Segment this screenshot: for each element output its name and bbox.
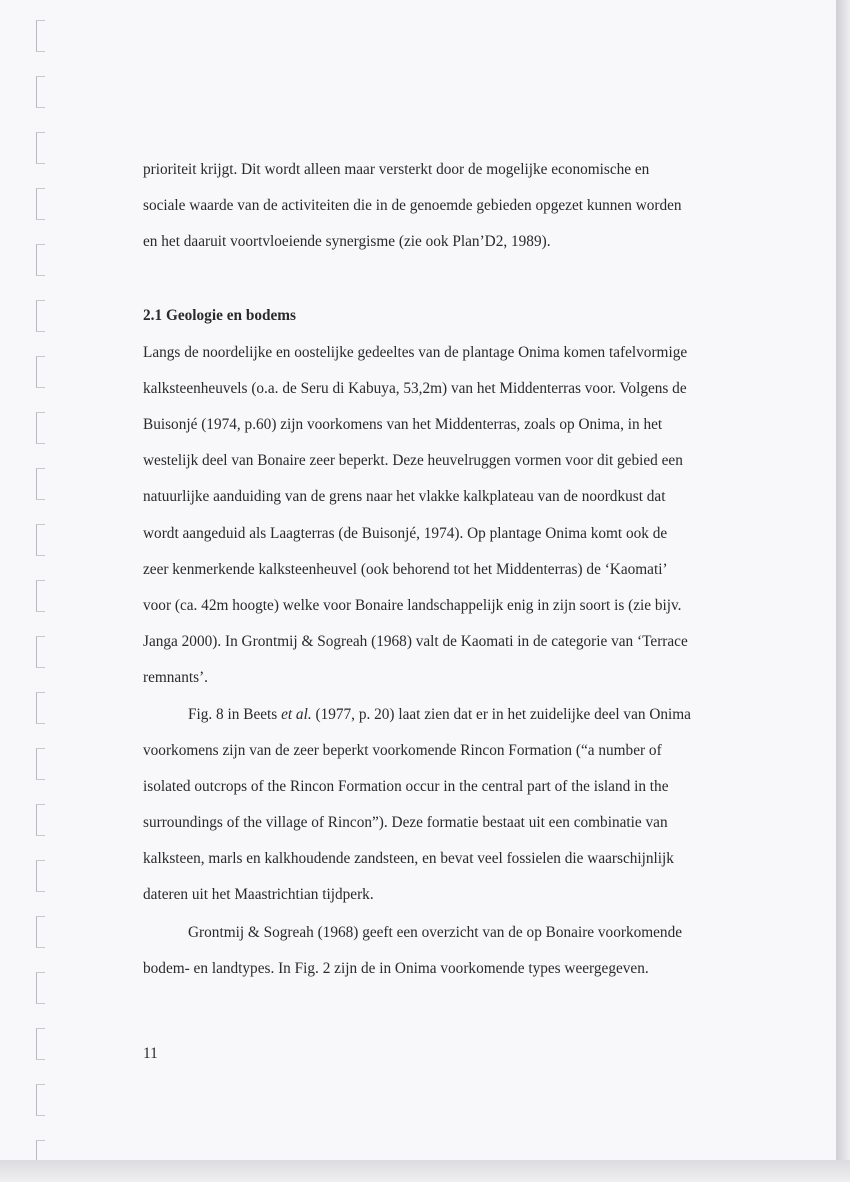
text-line: sociale waarde van de activiteiten die in de genoemde gebieden opgezet kunnen worden — [143, 197, 682, 215]
text-line: bodem- en landtypes. In Fig. 2 zijn de in Onima voorkomende types weergegeven. — [143, 960, 649, 977]
text-line: zeer kenmerkende kalksteenheuvel (ook behorend tot het Middenterras) de ‘Kaomati’ — [143, 560, 668, 578]
binding-hole — [36, 20, 45, 52]
text-line: en het daaruit voortvloeiende synergisme (zie ook Plan’D2, 1989). — [143, 233, 551, 251]
text-line: kalksteen, marls en kalkhoudende zandsteen, en bevat veel fossielen die waarschijnlijk — [143, 850, 674, 868]
binding-hole — [36, 244, 45, 276]
binding-hole — [36, 524, 45, 556]
text-line: voor (ca. 42m hoogte) welke voor Bonaire landschappelijk enig in zijn soort is (zie bijv. — [143, 596, 682, 614]
text-line: isolated outcrops of the Rincon Formation occur in the central part of the island in the — [143, 778, 669, 796]
binding-hole — [36, 356, 45, 388]
binding-hole — [36, 804, 45, 836]
binding-hole — [36, 76, 45, 108]
text-line: Grontmij & Sogreah (1968) geeft een overzicht van de op Bonaire voorkomende — [188, 924, 683, 941]
text-line: wordt aangeduid als Laagterras (de Buisonjé, 1974). Op plantage Onima komt ook de — [143, 524, 668, 542]
section-heading: 2.1 Geologie en bodems — [143, 307, 296, 324]
text-line: remnants’. — [143, 668, 208, 686]
scan-bottom-edge — [0, 1160, 850, 1182]
text-line: voorkomens zijn van de zeer beperkt voorkomende Rincon Formation (“a number of — [143, 742, 662, 759]
text-line: dateren uit het Maastrichtian tijdperk. — [143, 886, 374, 904]
text-line: Buisonjé (1974, p.60) zijn voorkomens van het Middenterras, zoals op Onima, in het — [143, 416, 663, 434]
binding-hole — [36, 916, 45, 948]
text-segment: Fig. 8 in Beets — [188, 706, 282, 723]
binding-hole — [36, 300, 45, 332]
binding-hole — [36, 1028, 45, 1060]
text-line: prioriteit krijgt. Dit wordt alleen maar versterkt door de mogelijke economische en — [143, 161, 650, 178]
binding-hole — [36, 972, 45, 1004]
binding-hole — [36, 1084, 45, 1116]
page-number: 11 — [143, 1045, 158, 1062]
binding-hole — [36, 468, 45, 500]
fig-paragraph-first-line — [188, 706, 691, 724]
text-line: surroundings of the village of Rincon”). Deze formatie bestaat uit een combinatie van — [143, 814, 668, 832]
binding-hole — [36, 188, 45, 220]
text-segment: (1977, p. 20) laat zien dat er in het zuidelijke deel van Onima — [311, 706, 691, 723]
text-line: Langs de noordelijke en oostelijke gedeeltes van de plantage Onima komen tafelvormige — [143, 344, 688, 361]
italic-citation: et al. — [281, 706, 312, 723]
binding-hole — [36, 692, 45, 724]
page-edge — [836, 0, 850, 1182]
binding-hole — [36, 580, 45, 612]
text-line: westelijk deel van Bonaire zeer beperkt. Deze heuvelruggen vormen voor dit gebied een — [143, 452, 683, 470]
binding-hole — [36, 748, 45, 780]
text-line: kalksteenheuvels (o.a. de Seru di Kabuya, 53,2m) van het Middenterras voor. Volgens de — [143, 380, 687, 398]
text-line: natuurlijke aanduiding van de grens naar het vlakke kalkplateau van de noordkust dat — [143, 488, 666, 506]
binding-hole — [36, 412, 45, 444]
binding-hole — [36, 636, 45, 668]
text-line: Janga 2000). In Grontmij & Sogreah (1968) valt de Kaomati in de categorie van ‘Terrace — [143, 632, 688, 650]
binding-hole — [36, 860, 45, 892]
binding-hole — [36, 132, 45, 164]
